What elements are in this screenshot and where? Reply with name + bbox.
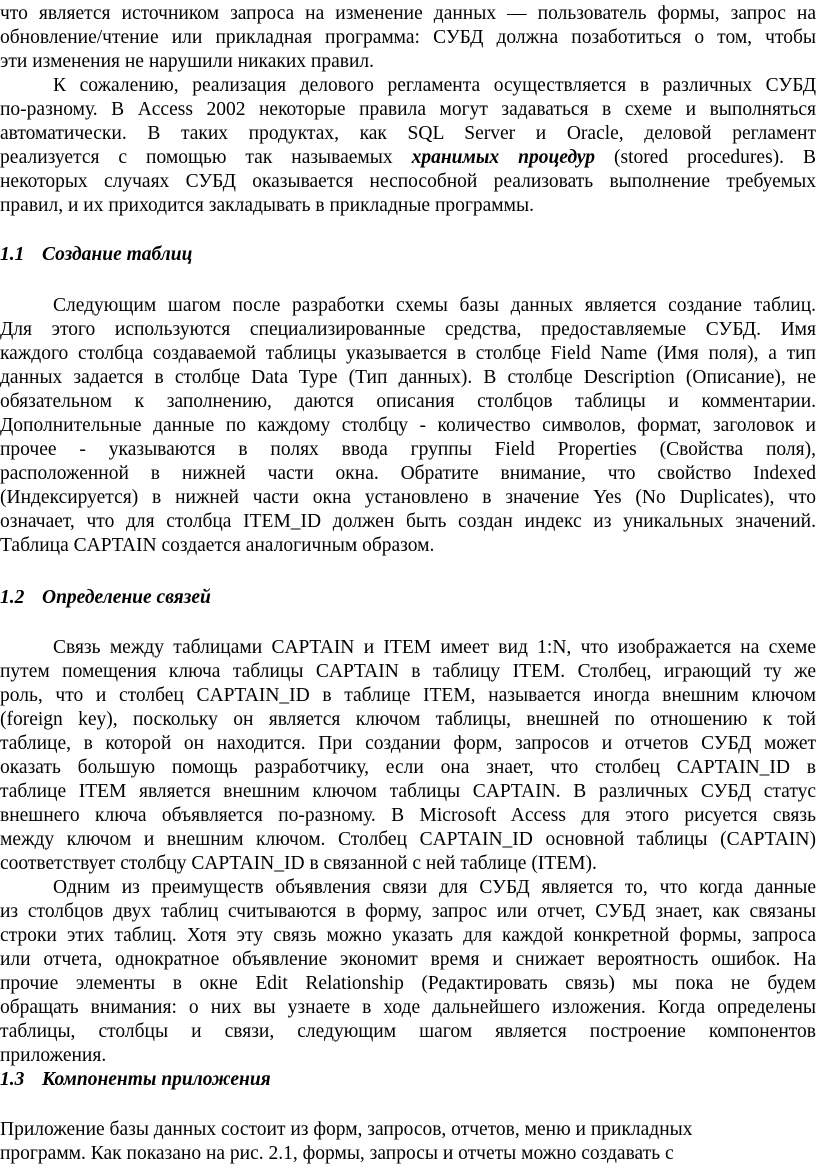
text-line: обращать внимания: о них вы узнаете в ходе дальнейшего изложения. Когда определены [0, 997, 816, 1018]
section-title: Компоненты приложения [42, 1069, 271, 1090]
text-line: оказать большую помощь разработчику, если она знает, что столбец CAPTAIN_ID в [0, 757, 816, 778]
text-line: что является источником запроса на изменение данных — пользователь формы, запрос на [0, 3, 816, 24]
text-line: по-разному. В Access 2002 некоторые правила могут задаваться в схеме и выполняться [0, 99, 816, 120]
section-number: 1.3 [0, 1069, 25, 1090]
text-line: (Индексируется) в нижней части окна установлено в значение Yes (No Duplicates), что [0, 487, 816, 508]
text-line: обновление/чтение или прикладная программа: СУБД должна позаботиться о том, чтобы [0, 27, 816, 48]
text-line: Дополнительные данные по каждому столбцу - количество символов, формат, заголовок и [0, 415, 816, 436]
emphasis-term: хранимых процедур [411, 147, 596, 168]
section-number: 1.2 [0, 587, 25, 608]
section-heading [0, 586, 816, 610]
text-line: (foreign key), поскольку он является ключом таблицы, внешней по отношению к той [0, 709, 816, 730]
text-line: прочее - указываются в полях ввода группы Field Properties (Свойства поля), [0, 439, 816, 460]
text-line: обязательном к заполнению, даются описания столбцов таблицы и комментарии. [0, 391, 816, 412]
text-line: или отчета, однократное объявление экономит время и снижает вероятность ошибок. На [0, 949, 816, 970]
text-line: между ключом и внешним ключом. Столбец CAPTAIN_ID основной таблицы (CAPTAIN) [0, 829, 816, 850]
text-line: внешнего ключа объявляется по-разному. В Microsoft Access для этого рисуется связь [0, 805, 816, 826]
text-line: прочие элементы в окне Edit Relationship (Редактировать связь) мы пока не будем [0, 973, 816, 994]
text-line: расположенной в нижней части окна. Обратите внимание, что свойство Indexed [0, 463, 816, 484]
section-title: Создание таблиц [42, 244, 193, 265]
section-heading [0, 1068, 816, 1092]
section-title: Определение связей [42, 587, 211, 608]
text-line: К сожалению, реализация делового регламента осуществляется в различных СУБД [53, 75, 816, 96]
text-line: Следующим шагом после разработки схемы базы данных является создание таблиц. [53, 295, 816, 316]
text-line: эти изменения не нарушили никаких правил. [0, 51, 374, 72]
text-line: Таблица CAPTAIN создается аналогичным образом. [0, 535, 435, 556]
text-segment: реализуется с помощью так называемых [0, 147, 393, 168]
section-number: 1.1 [0, 244, 25, 265]
text-line: из столбцов двух таблиц считываются в форму, запрос или отчет, СУБД знает, как связаны [0, 901, 816, 922]
text-segment: (stored procedures). В [614, 147, 816, 168]
text-line: роль, что и столбец CAPTAIN_ID в таблице ITEM, называется иногда внешним ключом [0, 685, 816, 706]
text-line: таблицы, столбцы и связи, следующим шагом является построение компонентов [0, 1021, 816, 1042]
text-line: строки этих таблиц. Хотя эту связь можно указать для каждой конкретной формы, запроса [0, 925, 816, 946]
text-line: правил, и их приходится закладывать в прикладные программы. [0, 195, 534, 216]
text-line: Одним из преимуществ объявления связи для СУБД является то, что когда данные [53, 877, 816, 898]
text-line: приложения. [0, 1045, 107, 1066]
text-line: соответствует столбцу CAPTAIN_ID в связанной с ней таблице (ITEM). [0, 853, 597, 874]
text-line: программ. Как показано на рис. 2.1, формы, запросы и отчеты можно создавать с [0, 1143, 674, 1164]
text-line: каждого столбца создаваемой таблицы указывается в столбце Field Name (Имя поля), а тип [0, 343, 816, 364]
text-line: Приложение базы данных состоит из форм, запросов, отчетов, меню и прикладных [0, 1119, 693, 1140]
text-line: данных задается в столбце Data Type (Тип данных). В столбце Description (Описание), не [0, 367, 816, 388]
text-line: автоматически. В таких продуктах, как SQL Server и Oracle, деловой регламент [0, 123, 816, 144]
text-line: Для этого используются специализированные средства, предоставляемые СУБД. Имя [0, 319, 816, 340]
text-line: некоторых случаях СУБД оказывается неспособной реализовать выполнение требуемых [0, 171, 816, 192]
text-line: означает, что для столбца ITEM_ID должен быть создан индекс из уникальных значений. [0, 511, 816, 532]
text-line [0, 146, 816, 170]
text-line: таблице ITEM является внешним ключом таблицы CAPTAIN. В различных СУБД статус [0, 781, 816, 802]
section-heading [0, 243, 816, 267]
text-line: путем помещения ключа таблицы CAPTAIN в таблицу ITEM. Столбец, играющий ту же [0, 661, 816, 682]
text-line: Связь между таблицами CAPTAIN и ITEM имеет вид 1:N, что изображается на схеме [53, 637, 816, 658]
text-line: таблице, в которой он находится. При создании форм, запросов и отчетов СУБД может [0, 733, 816, 754]
